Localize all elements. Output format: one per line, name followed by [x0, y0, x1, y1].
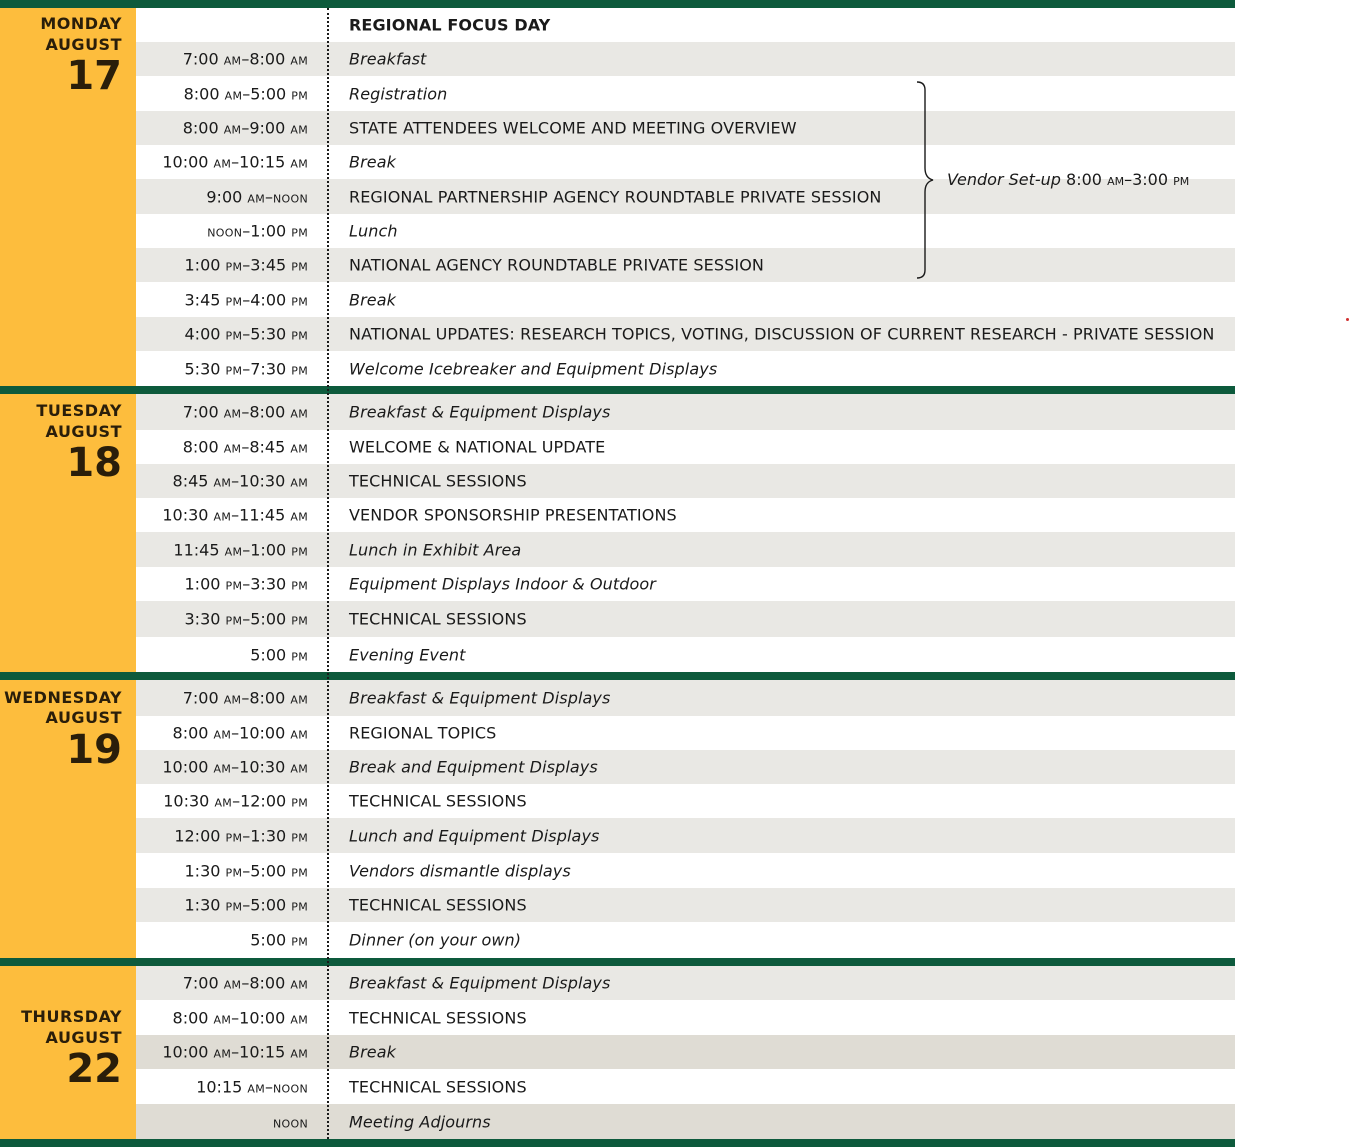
table-row [136, 532, 1235, 567]
day-name: THURSDAY [21, 1007, 122, 1026]
event-cell: REGIONAL FOCUS DAY [349, 15, 551, 35]
table-row [136, 922, 1235, 958]
day-month: AUGUST [45, 1028, 122, 1047]
time-cell: 12:00 PM–1:30 PM [174, 826, 308, 845]
table-row [136, 282, 1235, 317]
table-row [136, 464, 1235, 498]
table-row [136, 430, 1235, 464]
table-row [136, 394, 1235, 430]
event-cell: Lunch in Exhibit Area [349, 540, 522, 559]
divider-bar [0, 958, 1235, 966]
time-cell: 3:30 PM–5:00 PM [184, 609, 308, 629]
vendor-setup-note [947, 170, 1189, 189]
time-cell: 11:45 AM–1:00 PM [173, 540, 308, 559]
time-cell: 8:00 AM–9:00 AM [182, 118, 308, 138]
time-cell: 5:00 PM [250, 645, 308, 664]
table-row [136, 8, 1235, 42]
time-cell: 1:00 PM–3:45 PM [184, 255, 308, 275]
table-row [136, 351, 1235, 386]
table-row [136, 498, 1235, 532]
event-cell: WELCOME & NATIONAL UPDATE [349, 437, 606, 457]
day-name: MONDAY [40, 14, 122, 33]
time-cell: 4:00 PM–5:30 PM [184, 324, 308, 344]
day-month: AUGUST [45, 422, 122, 441]
time-cell: 9:00 AM–NOON [206, 187, 308, 206]
table-row [136, 111, 1235, 145]
time-cell: 1:00 PM–3:30 PM [184, 574, 308, 594]
day-name: WEDNESDAY [4, 688, 122, 707]
event-cell: Dinner (on your own) [349, 930, 522, 950]
time-cell: 10:30 AM–12:00 PM [163, 791, 308, 811]
table-row [136, 966, 1235, 1000]
time-cell: 7:00 AM–8:00 AM [182, 688, 308, 708]
event-cell: TECHNICAL SESSIONS [349, 471, 527, 491]
table-row [136, 1104, 1235, 1139]
day-name: TUESDAY [36, 401, 122, 420]
time-cell: 7:00 AM–8:00 AM [182, 402, 308, 422]
time-cell: 8:00 AM–8:45 AM [182, 437, 308, 457]
time-cell: 8:00 AM–5:00 PM [183, 84, 308, 103]
event-cell: Breakfast & Equipment Displays [349, 973, 611, 993]
time-cell: 10:00 AM–10:15 AM [162, 152, 308, 172]
table-row [136, 42, 1235, 76]
table-row [136, 567, 1235, 601]
table-row [136, 637, 1235, 672]
event-cell: Break [349, 152, 396, 172]
table-row [136, 1035, 1235, 1069]
event-cell: Evening Event [349, 645, 466, 664]
time-cell: NOON [273, 1117, 308, 1130]
event-cell: Lunch [349, 221, 398, 241]
table-row [136, 1000, 1235, 1035]
time-cell: 10:30 AM–11:45 AM [162, 505, 308, 525]
divider-bar [0, 672, 1235, 680]
time-cell: 8:00 AM–10:00 AM [172, 723, 308, 743]
event-cell: NATIONAL UPDATES: RESEARCH TOPICS, VOTING, DISCUSSION OF CURRENT RESEARCH - PRIVATE SESSION [349, 324, 1215, 344]
event-cell: Breakfast [349, 49, 427, 69]
event-cell: Break [349, 1042, 396, 1062]
event-cell: REGIONAL TOPICS [349, 723, 497, 743]
time-cell: 8:00 AM–10:00 AM [172, 1008, 308, 1027]
event-cell: NATIONAL AGENCY ROUNDTABLE PRIVATE SESSION [349, 255, 764, 275]
vendor-setup-label: Vendor Set-up [947, 170, 1061, 189]
day-date: 19 [66, 727, 122, 773]
table-row [136, 680, 1235, 716]
event-cell: TECHNICAL SESSIONS [349, 1077, 527, 1096]
time-cell: 10:15 AM–NOON [196, 1077, 308, 1096]
time-cell: 3:45 PM–4:00 PM [184, 290, 308, 309]
time-cell: 7:00 AM–8:00 AM [182, 973, 308, 993]
time-cell: 1:30 PM–5:00 PM [184, 861, 308, 880]
event-cell: Breakfast & Equipment Displays [349, 688, 611, 708]
table-row [136, 1069, 1235, 1104]
time-cell: 7:00 AM–8:00 AM [182, 49, 308, 69]
event-cell: TECHNICAL SESSIONS [349, 609, 527, 629]
day-month: AUGUST [45, 708, 122, 727]
event-cell: Registration [349, 84, 448, 103]
event-cell: Breakfast & Equipment Displays [349, 402, 611, 422]
time-cell: 5:00 PM [250, 930, 308, 950]
dotted-separator [327, 8, 329, 1139]
table-row [136, 818, 1235, 853]
event-cell: Meeting Adjourns [349, 1112, 491, 1131]
table-row [136, 317, 1235, 351]
event-cell: Welcome Icebreaker and Equipment Displays [349, 359, 718, 378]
day-month: AUGUST [45, 35, 122, 54]
event-cell: TECHNICAL SESSIONS [349, 895, 527, 915]
table-row [136, 784, 1235, 818]
time-cell: 1:30 PM–5:00 PM [184, 895, 308, 915]
table-row [136, 750, 1235, 784]
time-cell: 8:45 AM–10:30 AM [172, 471, 308, 491]
time-cell: NOON–1:00 PM [207, 221, 308, 241]
event-cell: Vendors dismantle displays [349, 861, 571, 880]
curly-brace-icon [905, 80, 935, 280]
table-row [136, 214, 1235, 248]
event-cell: Break and Equipment Displays [349, 757, 598, 777]
event-cell: Break [349, 290, 396, 309]
table-row [136, 716, 1235, 750]
time-cell: 5:30 PM–7:30 PM [184, 359, 308, 378]
event-cell: TECHNICAL SESSIONS [349, 791, 527, 811]
time-cell: 10:00 AM–10:15 AM [162, 1042, 308, 1062]
divider-bar [0, 0, 1235, 8]
event-cell: STATE ATTENDEES WELCOME AND MEETING OVERVIEW [349, 118, 797, 138]
day-date: 17 [66, 53, 122, 99]
table-row [136, 76, 1235, 111]
event-cell: TECHNICAL SESSIONS [349, 1008, 527, 1027]
stray-dot [1346, 318, 1349, 321]
event-cell: REGIONAL PARTNERSHIP AGENCY ROUNDTABLE PRIVATE SESSION [349, 187, 882, 206]
divider-bar [0, 386, 1235, 394]
table-row [136, 248, 1235, 282]
event-cell: Equipment Displays Indoor & Outdoor [349, 574, 656, 594]
vendor-setup-time: 8:00 AM–3:00 PM [1066, 170, 1190, 189]
day-date: 22 [66, 1046, 122, 1092]
divider-bar [0, 1139, 1235, 1147]
table-row [136, 888, 1235, 922]
table-row [136, 601, 1235, 637]
event-cell: VENDOR SPONSORSHIP PRESENTATIONS [349, 505, 677, 525]
event-cell: Lunch and Equipment Displays [349, 826, 600, 845]
table-row [136, 853, 1235, 888]
day-date: 18 [66, 440, 122, 486]
time-cell: 10:00 AM–10:30 AM [162, 757, 308, 777]
